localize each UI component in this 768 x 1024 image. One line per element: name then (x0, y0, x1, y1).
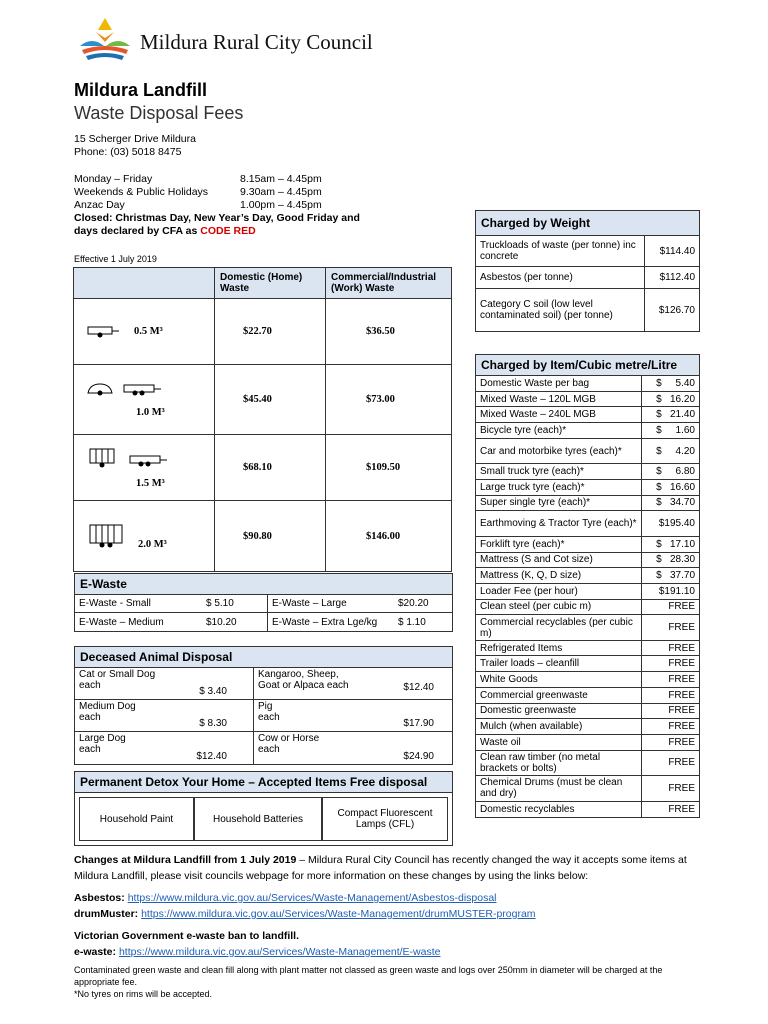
table-row: Commercial recyclables (per cubic m) FREE (476, 615, 699, 641)
council-logo-icon (76, 16, 134, 66)
detox-item: Household Paint (79, 797, 194, 841)
table-row: Clean steel (per cubic m) FREE (476, 600, 699, 616)
table-row: E-Waste – Medium $10.20 E-Waste – Extra Lge/kg $ 1.10 (75, 613, 452, 631)
asbestos-link[interactable]: https://www.mildura.vic.gov.au/Services/Waste-Management/Asbestos-disposal (127, 892, 497, 904)
table-row: Asbestos (per tonne) $112.40 (476, 267, 699, 289)
table-row: Domestic greenwaste FREE (476, 704, 699, 720)
detox-item: Household Batteries (194, 797, 322, 841)
table-row: Chemical Drums (must be clean and dry) FREE (476, 776, 699, 802)
note-tyres: *No tyres on rims will be accepted. (74, 989, 213, 999)
table-row: Large Dog each $12.40 Cow or Horse each $24.90 (75, 732, 452, 764)
table-row: Large truck tyre (each)* $ 16.60 (476, 480, 699, 496)
footer (74, 852, 700, 1000)
table-row: Category C soil (low level contaminated soil) (per tonne) $126.70 (476, 289, 699, 331)
hours-row: Weekends & Public Holidays 9.30am – 4.45pm (74, 186, 322, 198)
item-heading: Charged by Item/Cubic metre/Litre (476, 355, 699, 376)
table-row: Domestic Waste per bag $ 5.40 (476, 376, 699, 392)
table-row: Car and motorbike tyres (each)* $ 4.20 (476, 439, 699, 465)
ewaste-link-line: e-waste: https://www.mildura.vic.gov.au/Services/Waste-Management/E-waste (74, 946, 441, 958)
drum-link-line: drumMuster: https://www.mildura.vic.gov.au/Services/Waste-Management/drumMUSTER-program (74, 908, 536, 920)
table-row: Small truck tyre (each)* $ 6.80 (476, 464, 699, 480)
code-red-text: CODE RED (200, 225, 256, 237)
table-row: Cat or Small Dog each $ 3.40 Kangaroo, Sheep, Goat or Alpaca each $12.40 (75, 668, 452, 700)
ewaste-heading: E-Waste (75, 574, 452, 595)
caged-trailer-icon (86, 446, 122, 470)
charged-by-weight-section (475, 210, 700, 332)
table-row: Clean raw timber (no metal brackets or bolts) FREE (476, 751, 699, 777)
table-row: E-Waste - Small $ 5.10 E-Waste – Large $20.20 (75, 595, 452, 613)
detox-items (75, 793, 452, 845)
animal-disposal-section (74, 646, 453, 765)
trailer-icon (122, 381, 162, 397)
table-row: Loader Fee (per hour) $191.10 (476, 584, 699, 600)
table-row: Domestic recyclables FREE (476, 802, 699, 818)
table-row: Refrigerated Items FREE (476, 641, 699, 657)
weight-heading: Charged by Weight (476, 211, 699, 236)
table-row: Mulch (when available) FREE (476, 719, 699, 735)
closed-line-2: days declared by CFA as CODE RED (74, 225, 256, 237)
detox-heading: Permanent Detox Your Home – Accepted Items Free disposal (75, 772, 452, 793)
table-row: White Goods FREE (476, 672, 699, 688)
opening-hours (74, 173, 384, 238)
council-name: Mildura Rural City Council (140, 30, 373, 54)
table-row: Trailer loads – cleanfill FREE (476, 656, 699, 672)
address-line: 15 Scherger Drive Mildura (74, 133, 196, 145)
note-contaminated: Contaminated green waste and clean fill along with plant matter not classed as green waste and logs over 250mm in diameter will be charged at the appropriate fee. (74, 965, 663, 987)
table-row: Mattress (S and Cot size) $ 28.30 (476, 553, 699, 569)
table-row: 1.5 M³ $68.10 $109.50 (74, 435, 452, 501)
col-commercial: Commercial/Industrial (Work) Waste (326, 268, 452, 299)
col-domestic: Domestic (Home) Waste (215, 268, 326, 299)
table-row: Earthmoving & Tractor Tyre (each)* $195.40 (476, 511, 699, 537)
table-row: Forklift tyre (each)* $ 17.10 (476, 537, 699, 553)
table-row: Medium Dog each $ 8.30 Pig each $17.90 (75, 700, 452, 732)
page-title: Mildura Landfill (74, 80, 207, 100)
car-boot-icon (86, 381, 116, 397)
ewaste-link[interactable]: https://www.mildura.vic.gov.au/Services/Waste-Management/E-waste (118, 946, 441, 958)
hours-row: Anzac Day 1.00pm – 4.45pm (74, 199, 322, 211)
page-subtitle: Waste Disposal Fees (74, 103, 244, 123)
trailer-icon (128, 446, 168, 470)
hours-row: Monday – Friday 8.15am – 4.45pm (74, 173, 322, 185)
closed-line-1: Closed: Christmas Day, New Year’s Day, Good Friday and (74, 212, 360, 224)
charged-by-item-section (475, 354, 700, 818)
table-row: Waste oil FREE (476, 735, 699, 751)
changes-paragraph: Changes at Mildura Landfill from 1 July 2019 – Mildura Rural City Council has recently changed the way it accepts some items at Mildura Landfill, please visit councils webpage for more information on these changes by using the links below: (74, 854, 687, 882)
large-caged-trailer-icon (86, 522, 130, 550)
table-row: Super single tyre (each)* $ 34.70 (476, 496, 699, 512)
asbestos-link-line: Asbestos: https://www.mildura.vic.gov.au/Services/Waste-Management/Asbestos-disposal (74, 892, 497, 904)
item-rows (476, 376, 699, 817)
table-row: Mattress (K, Q, D size) $ 37.70 (476, 568, 699, 584)
ewaste-section (74, 573, 453, 632)
detox-section (74, 771, 453, 846)
vic-ban-line: Victorian Government e-waste ban to landfill. (74, 930, 300, 942)
animal-heading: Deceased Animal Disposal (75, 647, 452, 668)
table-row: Bicycle tyre (each)* $ 1.60 (476, 423, 699, 439)
drummuster-link[interactable]: https://www.mildura.vic.gov.au/Services/Waste-Management/drumMUSTER-program (141, 908, 536, 920)
volume-fee-table (73, 267, 452, 572)
table-row: Truckloads of waste (per tonne) inc concrete $114.40 (476, 236, 699, 267)
table-row: Mixed Waste – 240L MGB $ 21.40 (476, 407, 699, 423)
effective-date: Effective 1 July 2019 (74, 254, 157, 264)
table-row: 2.0 M³ $90.80 $146.00 (74, 501, 452, 572)
table-row: Commercial greenwaste FREE (476, 688, 699, 704)
table-row: Mixed Waste – 120L MGB $ 16.20 (476, 392, 699, 408)
table-row: 1.0 M³ $45.40 $73.00 (74, 365, 452, 435)
table-row: 0.5 M³ $22.70 $36.50 (74, 299, 452, 365)
phone-line: Phone: (03) 5018 8475 (74, 146, 182, 158)
address-block (74, 133, 196, 159)
detox-item: Compact Fluorescent Lamps (CFL) (322, 797, 448, 841)
small-trailer-icon (86, 325, 120, 339)
